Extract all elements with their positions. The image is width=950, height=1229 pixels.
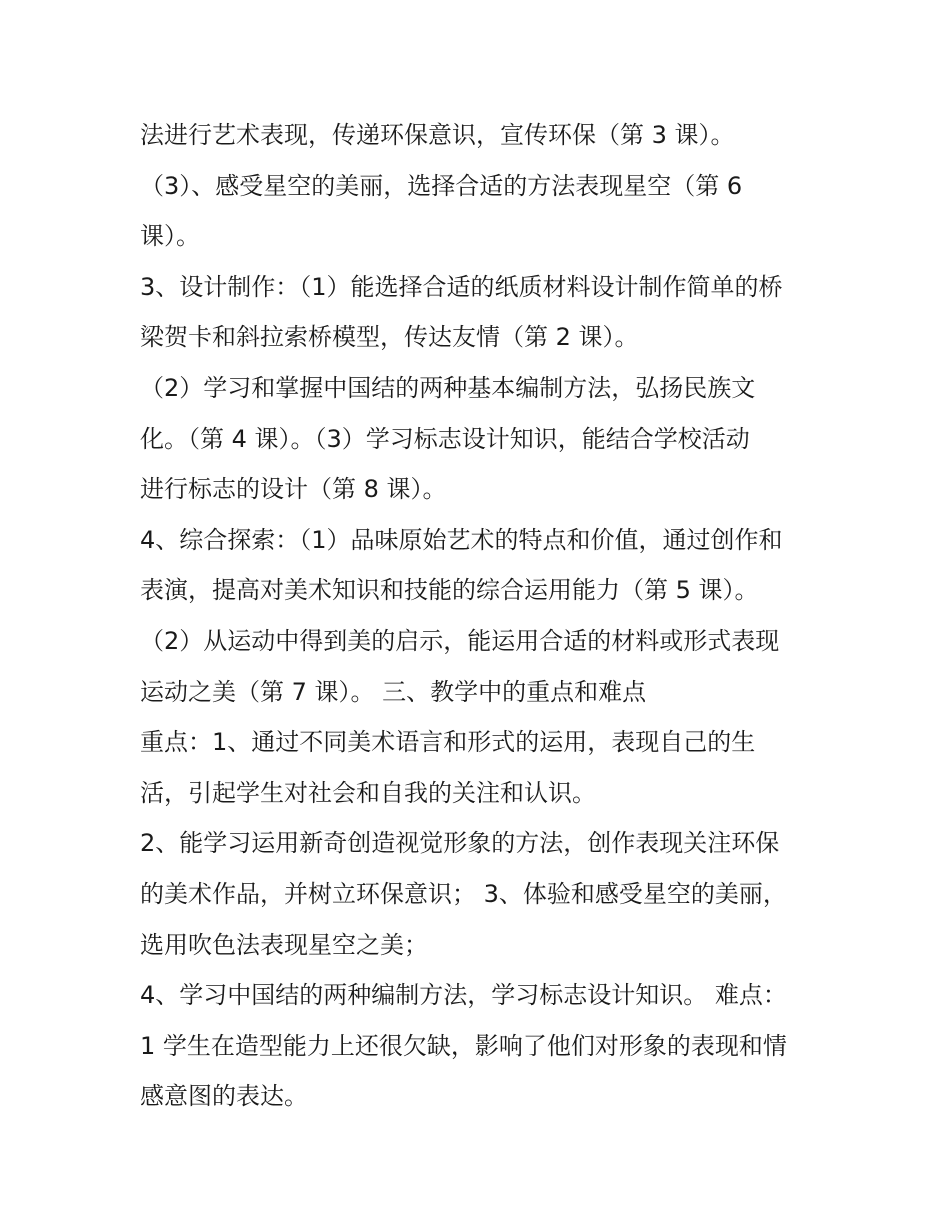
text-line: 的美术作品，并树立环保意识； 3、体验和感受星空的美丽， xyxy=(140,879,787,908)
text-line: 表演，提高对美术知识和技能的综合运用能力（第 5 课）。 xyxy=(140,576,759,605)
text-line: 2、能学习运用新奇创造视觉形象的方法，创作表现关注环保 xyxy=(140,829,780,858)
text-line: 化。（第 4 课）。（3）学习标志设计知识，能结合学校活动 xyxy=(140,424,750,453)
text-line: （3）、感受星空的美丽，选择合适的方法表现星空（第 6 xyxy=(140,171,743,200)
text-line: 4、学习中国结的两种编制方法，学习标志设计知识。 难点： xyxy=(140,981,787,1010)
text-line: 课）。 xyxy=(140,222,200,251)
text-line: 进行标志的设计（第 8 课）。 xyxy=(140,475,447,504)
text-line: （2）从运动中得到美的启示，能运用合适的材料或形式表现 xyxy=(140,626,780,655)
text-line: 3、设计制作：（1）能选择合适的纸质材料设计制作简单的桥 xyxy=(140,272,783,301)
text-line: 活，引起学生对社会和自我的关注和认识。 xyxy=(140,778,596,807)
text-line: 运动之美（第 7 课）。 三、教学中的重点和难点 xyxy=(140,677,647,706)
text-line: 法进行艺术表现，传递环保意识，宣传环保（第 3 课）。 xyxy=(140,121,735,149)
text-line: 1 学生在造型能力上还很欠缺，影响了他们对形象的表现和情 xyxy=(140,1031,787,1060)
text-line: 选用吹色法表现星空之美； xyxy=(140,930,428,959)
text-line: 梁贺卡和斜拉索桥模型，传达友情（第 2 课）。 xyxy=(140,323,639,352)
text-line: 4、综合探索：（1）品味原始艺术的特点和价值，通过创作和 xyxy=(140,525,783,554)
text-line: 感意图的表达。 xyxy=(140,1082,308,1111)
body-text xyxy=(140,110,820,1122)
text-line: （2）学习和掌握中国结的两种基本编制方法，弘扬民族文 xyxy=(140,373,756,402)
text-line: 重点：1、通过不同美术语言和形式的运用，表现自己的生 xyxy=(140,728,756,757)
